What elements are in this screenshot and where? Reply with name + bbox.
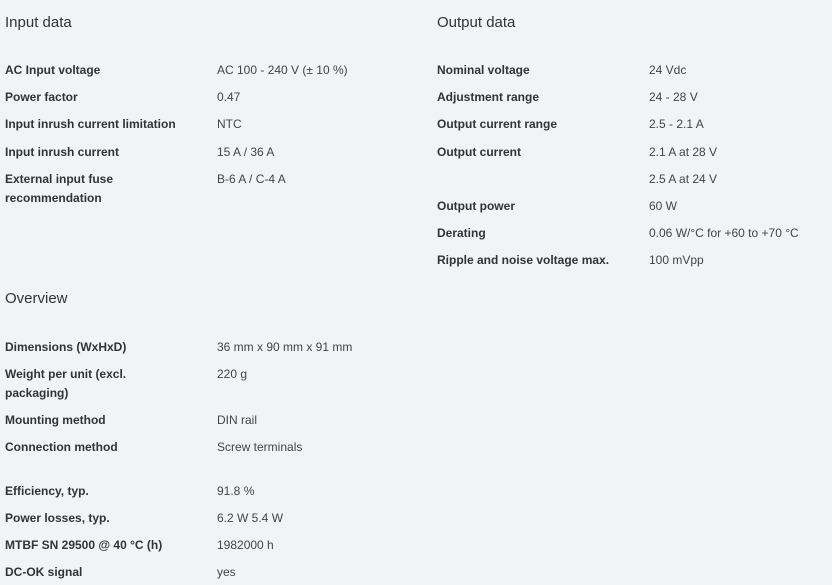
spec-label: Nominal voltage (437, 63, 530, 77)
spec-row (5, 365, 425, 403)
spec-label: Output current range (437, 117, 558, 131)
spec-label: Connection method (5, 440, 118, 454)
spec-label: Dimensions (WxHxD) (5, 340, 127, 354)
spec-row (437, 115, 827, 134)
spec-label: Input inrush current (5, 145, 119, 159)
spec-row (437, 170, 827, 189)
spec-value: 0.47 (217, 90, 241, 104)
spec-label: Ripple and noise voltage max. (437, 253, 610, 267)
spec-label: MTBF SN 29500 @ 40 °C (h) (5, 538, 163, 552)
spec-value: 36 mm x 90 mm x 91 mm (217, 340, 353, 354)
spec-label: Power factor (5, 90, 78, 104)
spec-row (437, 61, 827, 80)
spec-label: External input fuse recommendation (5, 172, 114, 205)
spec-value: NTC (217, 117, 242, 131)
spec-label: Weight per unit (excl. packaging) (5, 367, 127, 400)
spec-row (5, 438, 425, 457)
spec-value: DIN rail (217, 413, 258, 427)
spec-label: DC-OK signal (5, 565, 83, 579)
spec-value: B-6 A / C-4 A (217, 172, 286, 186)
spec-row (5, 88, 425, 107)
spec-row (5, 563, 425, 582)
spec-label: AC Input voltage (5, 63, 101, 77)
spec-row (5, 143, 425, 162)
spec-row (437, 88, 827, 107)
spec-row (5, 536, 425, 555)
spec-value: 2.5 - 2.1 A (649, 117, 704, 131)
overview-title: Overview (5, 290, 68, 307)
spec-row (5, 482, 425, 501)
spec-label: Adjustment range (437, 90, 540, 104)
spec-value: 2.5 A at 24 V (649, 172, 718, 186)
spec-value: 220 g (217, 367, 248, 381)
spec-row (5, 61, 425, 80)
spec-value: AC 100 - 240 V (± 10 %) (217, 63, 348, 77)
spec-value: 100 mVpp (649, 253, 704, 267)
spec-value: 24 - 28 V (649, 90, 698, 104)
spec-value: 91.8 % (217, 484, 255, 498)
spec-row (437, 251, 827, 270)
spec-label: Derating (437, 226, 486, 240)
spec-label: Output current (437, 145, 521, 159)
spec-value: 60 W (649, 199, 678, 213)
spec-row (437, 224, 827, 243)
spec-label: Efficiency, typ. (5, 484, 89, 498)
overview-section (5, 280, 425, 585)
spec-label: Mounting method (5, 413, 106, 427)
spec-row (5, 115, 425, 134)
spec-value: yes (217, 565, 236, 579)
spec-row (5, 509, 425, 528)
spec-value: 15 A / 36 A (217, 145, 275, 159)
spec-row (5, 170, 425, 208)
spec-value: 24 Vdc (649, 63, 687, 77)
output-data-section (437, 0, 827, 270)
spec-value: 1982000 h (217, 538, 274, 552)
input-data-section (5, 0, 425, 270)
spec-row (437, 197, 827, 216)
spec-label: Output power (437, 199, 515, 213)
spec-value: 0.06 W/°C for +60 to +70 °C (649, 226, 799, 240)
spec-value: 6.2 W 5.4 W (217, 511, 284, 525)
spec-value: 2.1 A at 28 V (649, 145, 718, 159)
spec-row (437, 143, 827, 162)
input-data-title: Input data (5, 14, 72, 31)
output-data-title: Output data (437, 14, 516, 31)
spec-row (5, 338, 425, 357)
spec-row (5, 411, 425, 430)
spec-label: Power losses, typ. (5, 511, 110, 525)
spec-label: Input inrush current limitation (5, 117, 176, 131)
spec-value: Screw terminals (217, 440, 303, 454)
